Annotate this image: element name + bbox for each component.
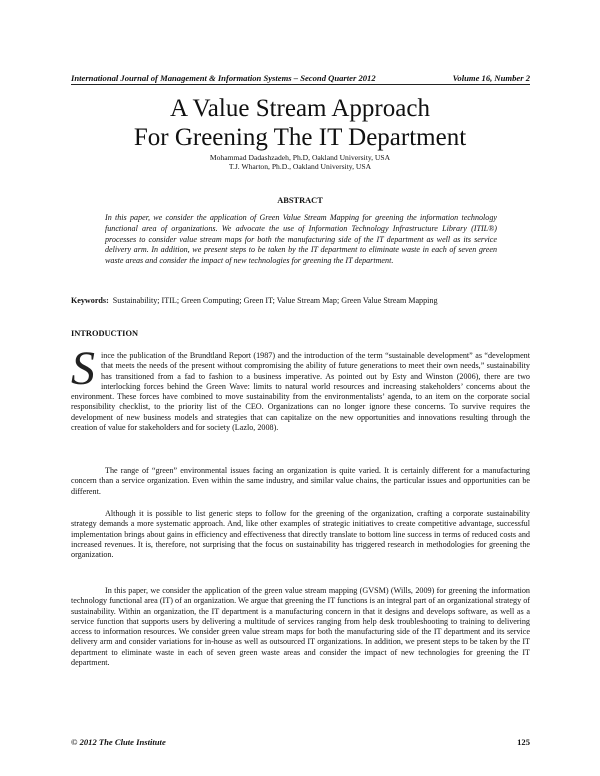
intro-paragraph-3: Although it is possible to list generic steps to follow for the greening of the organization, crafting a corporate sustainability strategy demands a more systematic approach. And, like other examples of strategic initiatives to create competitive advantage, successful implementation brings about gains in efficiency and effectiveness that directly translate to bottom line success in terms of reduced costs and increased revenues. It is, therefore, not surprising that the focus on sustainability has triggered research in methodologies for greening the organization. [71, 509, 530, 560]
copyright-notice: © 2012 The Clute Institute [71, 737, 166, 747]
volume-number: Volume 16, Number 2 [452, 73, 530, 83]
journal-name: International Journal of Management & Information Systems – Second Quarter 2012 [71, 73, 376, 83]
drop-cap: S [71, 342, 95, 395]
abstract-text: In this paper, we consider the application of Green Value Stream Mapping for greening the information technology functional area of organizations. We advocate the use of Information Technology Infrastructure Library (ITIL®) processes to consider value stream maps for both the manufacturing side of the IT department as well as its service delivery arm. In addition, we present steps to be taken by the IT department to eliminate waste in each of seven green waste areas and consider the impact of new technologies for greening the IT department. [105, 213, 497, 266]
running-header [71, 73, 530, 85]
abstract-heading: ABSTRACT [277, 196, 323, 205]
page-number: 125 [517, 737, 530, 747]
intro-paragraph-4: In this paper, we consider the application of the green value stream mapping (GVSM) (Wills, 2009) for greening the information technology functional area (IT) of an organization. We argue that greening the IT functions is an integral part of an organizational strategy of sustainability. Within an organization, the IT department is a manufacturing concern in that it designs and develops software, as well as a service function that supports users by delivering a multitude of services ranging from help desk troubleshooting to training to delivering access to information resources. We consider green value stream maps for both the manufacturing side of the IT department and its service delivery arm and consider variations for in-house as well as outsourced IT organizations. In addition, we present steps to be taken by the IT department to eliminate waste in each of seven green waste areas and consider the impact of new technologies for greening the IT department. [71, 586, 530, 668]
intro-paragraph-1-text: ince the publication of the Brundtland Report (1987) and the introduction of the term “sustainable development” as “development that meets the needs of the present without compromising the ability of future generations to meet their own needs,” sustainability has transitioned from a fad to fashion to a business imperative. As pointed out by Esty and Winston (2006), there are two interlocking forces behind the Green Wave: limits to natural world resources and increasing stakeholders’ concerns about the environment. These forces have combined to move sustainability from the environmentalists’ agenda, to an item on the corporate social responsibility checklist, to the priority list of the CEO. Organizations can no longer ignore these concerns. To survive requires the development of new business models and strategies that can capitalize on the new opportunities and innovations resulting through the creation of value for stakeholders and for society (Lazlo, 2008). [71, 351, 530, 433]
page-footer [71, 737, 530, 747]
keywords-text: Sustainability; ITIL; Green Computing; Green IT; Value Stream Map; Green Value Stream Mapping [112, 296, 438, 305]
paper-title-line-2: For Greening The IT Department [133, 124, 467, 151]
introduction-heading: INTRODUCTION [71, 329, 139, 338]
intro-paragraph-2: The range of “green” environmental issues facing an organization is quite varied. It is certainly different for a manufacturing concern than a service organization. Even within the same industry, and similar value chains, the particular issues and opportunities can be different. [71, 466, 530, 496]
paper-title-line-1: A Value Stream Approach [170, 95, 430, 122]
keywords [71, 296, 531, 305]
intro-paragraph-1 [71, 342, 530, 433]
author-2: T.J. Wharton, Ph.D., Oakland University, USA [228, 162, 372, 171]
keywords-label: Keywords: [71, 296, 109, 305]
author-1: Mohammad Dadashzadeh, Ph.D, Oakland University, USA [209, 153, 391, 162]
